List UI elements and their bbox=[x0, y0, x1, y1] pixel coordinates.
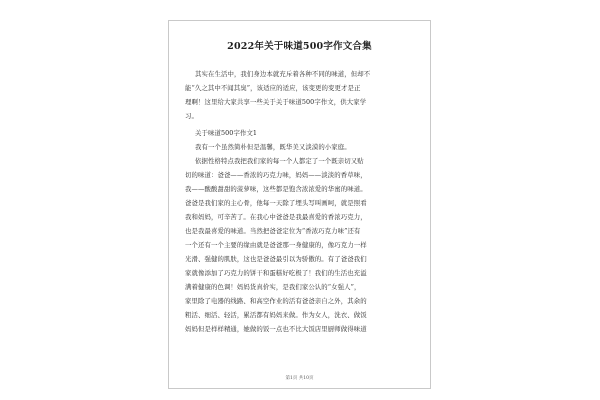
page-footer: 第1页 共10页 bbox=[285, 376, 314, 381]
body-line: 一个还有一个主要的缘由就是爸爸那一身健康的，像巧克力一样 bbox=[185, 241, 367, 249]
intro-line: 能“久之其中不闻其臭”，该适应的适应，该变更的变更才是正 bbox=[185, 84, 361, 92]
body-line: 满着健康的色调！妈妈货真价实，是我们家公认的“女强人”， bbox=[185, 283, 361, 291]
body-line: 家里除了电器的线路、和高空作业的活有爸爸亲自之外，其余的 bbox=[185, 297, 367, 305]
intro-line: 理啊！这里给大家共享一些关于关于味道500字作文，供大家学 bbox=[185, 98, 367, 106]
intro-line: 习。 bbox=[185, 112, 198, 120]
section-heading: 关于味道500字作文1 bbox=[195, 129, 258, 137]
body-line: 切的味道：爸爸——香浓的巧克力味，妈妈——淡淡的香草味， bbox=[185, 171, 367, 179]
body-line: 粗活、细活、轻活，累活都有妈妈来做。作为女人，洗衣、做饭 bbox=[185, 311, 367, 319]
body-line: 也是我最喜爱的味道。当然把爸爸定位为“香浓巧克力味”还有 bbox=[185, 227, 361, 235]
document-page bbox=[168, 20, 431, 389]
body-line: 妈妈但是样样精通，她做的饭一点也不比大饭店里厨师做得味道 bbox=[185, 325, 367, 333]
body-line: 我有一个虽然简朴但是温馨，既华美又淡漠的小家庭。 bbox=[195, 143, 351, 151]
body-line: 家就像添加了巧克力的饼干和蛋糕好吃极了！我们的生活也充溢 bbox=[185, 269, 367, 277]
body-line: 爸爸是我们家的主心骨，他每一天除了埋头写叫画呵，就是照看 bbox=[185, 199, 367, 207]
intro-line: 其实在生活中，我们身边本就充斥着各种不同的味道，但却不 bbox=[195, 70, 371, 78]
body-line: 我——酸酸甜甜的菠萝味，这些都是饱含浓浓爱的华蜜的味道。 bbox=[185, 185, 367, 193]
body-line: 光滑、强健的肌肤，这也是爸爸最引以为骄傲的。有了爸爸我们 bbox=[185, 255, 367, 263]
body-line: 依据性格特点我把我们家的每一个人都定了一个既亲切又贴 bbox=[195, 157, 364, 165]
body-line: 我和妈妈，可辛苦了。在我心中爸爸是我最喜爱的香浓巧克力， bbox=[185, 213, 367, 221]
document-title: 2022年关于味道500字作文合集 bbox=[227, 41, 372, 52]
